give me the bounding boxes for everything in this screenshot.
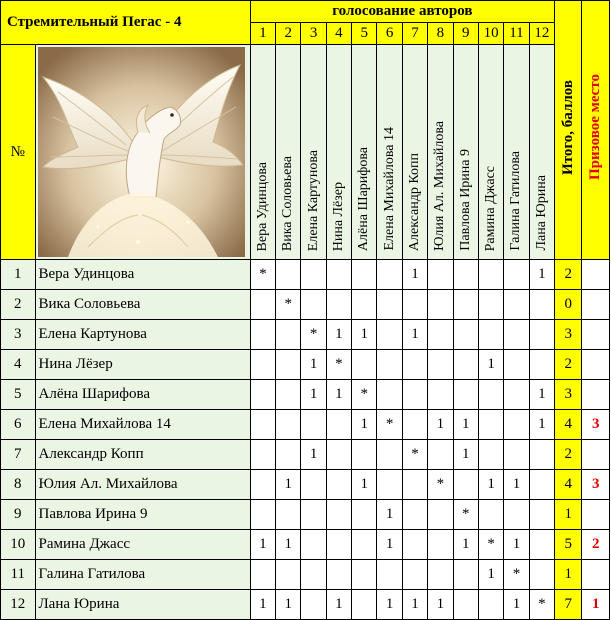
author-column-header	[428, 45, 453, 260]
row-number: 9	[1, 500, 36, 530]
pegasus-illustration	[38, 47, 245, 257]
vote-cell	[453, 590, 478, 620]
author-column-label: Лана Юрина	[533, 175, 549, 251]
vote-cell: 1	[377, 500, 402, 530]
author-names-header-row	[1, 45, 610, 260]
author-column-label: Нина Лёзер	[330, 181, 346, 251]
vote-cell	[352, 350, 377, 380]
vote-cell	[478, 440, 503, 470]
voting-header: голосование авторов	[250, 1, 554, 23]
vote-cell	[504, 500, 529, 530]
vote-cell	[377, 260, 402, 290]
table-row	[1, 320, 610, 350]
vote-cell	[478, 380, 503, 410]
vote-cell	[352, 530, 377, 560]
vote-cell: *	[301, 320, 326, 350]
author-column-header	[453, 45, 478, 260]
vote-cell	[276, 500, 301, 530]
total-score: 2	[555, 350, 582, 380]
row-number: 8	[1, 470, 36, 500]
column-number: 10	[478, 23, 503, 45]
author-column-label: Алёна Шарифова	[356, 146, 372, 251]
vote-cell: 1	[453, 530, 478, 560]
vote-cell	[250, 290, 275, 320]
row-number: 7	[1, 440, 36, 470]
author-name: Галина Гатилова	[35, 560, 250, 590]
total-score: 1	[555, 560, 582, 590]
table-row	[1, 590, 610, 620]
prize-header: Призовое место	[582, 1, 610, 260]
vote-cell	[402, 470, 427, 500]
vote-cell: *	[402, 440, 427, 470]
vote-cell	[453, 320, 478, 350]
vote-cell	[529, 320, 554, 350]
author-column-label: Вика Соловьева	[280, 155, 296, 251]
prize-place: 2	[582, 530, 610, 560]
row-number: 10	[1, 530, 36, 560]
vote-cell	[326, 290, 351, 320]
vote-cell: 1	[453, 410, 478, 440]
vote-cell	[402, 500, 427, 530]
table-row	[1, 440, 610, 470]
row-number: 6	[1, 410, 36, 440]
author-column-label: Павлова Ирина 9	[457, 149, 473, 251]
total-score: 0	[555, 290, 582, 320]
author-name: Рамина Джасс	[35, 530, 250, 560]
author-column-header	[276, 45, 301, 260]
author-name: Вика Соловьева	[35, 290, 250, 320]
prize-place: 1	[582, 590, 610, 620]
vote-cell	[529, 350, 554, 380]
vote-cell	[352, 290, 377, 320]
author-name: Юлия Ал. Михайлова	[35, 470, 250, 500]
vote-cell: 1	[478, 560, 503, 590]
vote-cell	[326, 260, 351, 290]
author-name: Нина Лёзер	[35, 350, 250, 380]
prize-place	[582, 560, 610, 590]
vote-cell: 1	[352, 410, 377, 440]
vote-cell: *	[453, 500, 478, 530]
vote-cell: *	[504, 560, 529, 590]
vote-cell	[402, 290, 427, 320]
table-row	[1, 470, 610, 500]
vote-cell	[352, 590, 377, 620]
vote-cell: 1	[504, 470, 529, 500]
total-score: 4	[555, 470, 582, 500]
vote-cell: *	[352, 380, 377, 410]
vote-cell	[529, 470, 554, 500]
table-row	[1, 530, 610, 560]
vote-cell	[250, 440, 275, 470]
vote-cell	[478, 410, 503, 440]
prize-place: 3	[582, 470, 610, 500]
vote-cell	[352, 560, 377, 590]
vote-cell	[276, 560, 301, 590]
author-column-header	[352, 45, 377, 260]
column-number: 4	[326, 23, 351, 45]
vote-cell	[529, 440, 554, 470]
author-column-label: Вера Удинцова	[254, 161, 270, 251]
author-column-header	[529, 45, 554, 260]
vote-cell: *	[529, 590, 554, 620]
prize-place	[582, 260, 610, 290]
column-number: 1	[250, 23, 275, 45]
author-column-label: Юлия Ал. Михайлова	[432, 121, 448, 251]
row-number: 5	[1, 380, 36, 410]
vote-cell	[377, 290, 402, 320]
vote-cell	[453, 290, 478, 320]
vote-cell	[428, 380, 453, 410]
vote-cell: 1	[529, 260, 554, 290]
author-column-header	[377, 45, 402, 260]
vote-cell: 1	[529, 380, 554, 410]
vote-cell: *	[377, 410, 402, 440]
vote-cell	[326, 500, 351, 530]
vote-cell: 1	[326, 320, 351, 350]
vote-cell: 1	[276, 590, 301, 620]
column-number: 8	[428, 23, 453, 45]
total-score: 7	[555, 590, 582, 620]
author-name: Алёна Шарифова	[35, 380, 250, 410]
vote-cell	[301, 590, 326, 620]
author-column-header	[301, 45, 326, 260]
vote-cell	[428, 260, 453, 290]
vote-cell: 1	[352, 320, 377, 350]
vote-cell	[428, 320, 453, 350]
vote-cell	[402, 380, 427, 410]
vote-cell	[478, 290, 503, 320]
row-number: 3	[1, 320, 36, 350]
vote-cell: *	[326, 350, 351, 380]
vote-cell	[402, 410, 427, 440]
vote-cell: *	[276, 290, 301, 320]
vote-cell	[377, 350, 402, 380]
column-number: 11	[504, 23, 529, 45]
vote-cell: 1	[250, 530, 275, 560]
vote-cell	[377, 320, 402, 350]
total-header: Итого, баллов	[555, 1, 582, 260]
vote-cell: 1	[428, 590, 453, 620]
vote-cell	[428, 530, 453, 560]
vote-cell	[276, 320, 301, 350]
vote-cell: 1	[250, 590, 275, 620]
vote-cell	[301, 470, 326, 500]
author-column-header	[478, 45, 503, 260]
prize-place	[582, 290, 610, 320]
row-number: 11	[1, 560, 36, 590]
vote-cell	[402, 350, 427, 380]
vote-cell	[402, 530, 427, 560]
vote-cell	[276, 260, 301, 290]
vote-cell	[352, 500, 377, 530]
vote-cell	[250, 410, 275, 440]
total-score: 3	[555, 320, 582, 350]
vote-cell	[478, 500, 503, 530]
vote-cell	[250, 320, 275, 350]
author-column-label: Рамина Джасс	[483, 165, 499, 251]
vote-cell: 1	[301, 440, 326, 470]
vote-cell: 1	[529, 410, 554, 440]
vote-cell	[504, 410, 529, 440]
total-score: 5	[555, 530, 582, 560]
author-column-label: Елена Михайлова 14	[381, 127, 397, 251]
vote-cell	[453, 470, 478, 500]
author-name: Лана Юрина	[35, 590, 250, 620]
vote-cell	[326, 560, 351, 590]
vote-cell	[377, 380, 402, 410]
total-score: 2	[555, 440, 582, 470]
vote-cell: 1	[402, 320, 427, 350]
vote-cell	[504, 260, 529, 290]
vote-cell: 1	[326, 380, 351, 410]
vote-cell	[453, 380, 478, 410]
author-name: Павлова Ирина 9	[35, 500, 250, 530]
vote-cell	[301, 410, 326, 440]
vote-cell	[428, 290, 453, 320]
row-number: 1	[1, 260, 36, 290]
column-number: 7	[402, 23, 427, 45]
vote-cell	[428, 350, 453, 380]
vote-cell	[250, 560, 275, 590]
table-row	[1, 500, 610, 530]
vote-cell: 1	[276, 470, 301, 500]
total-score: 3	[555, 380, 582, 410]
total-score: 1	[555, 500, 582, 530]
vote-cell	[428, 500, 453, 530]
vote-cell	[326, 470, 351, 500]
vote-cell	[250, 350, 275, 380]
author-column-label: Елена Картунова	[305, 149, 321, 251]
vote-cell	[529, 290, 554, 320]
vote-cell: 1	[402, 590, 427, 620]
prize-place	[582, 320, 610, 350]
row-number: 2	[1, 290, 36, 320]
vote-cell	[326, 530, 351, 560]
vote-cell: 1	[301, 380, 326, 410]
vote-cell	[453, 350, 478, 380]
table-row	[1, 290, 610, 320]
vote-cell	[301, 560, 326, 590]
vote-cell	[250, 500, 275, 530]
vote-cell	[276, 440, 301, 470]
vote-cell: 1	[377, 530, 402, 560]
prize-place	[582, 500, 610, 530]
table-row	[1, 380, 610, 410]
vote-cell	[428, 560, 453, 590]
vote-cell	[453, 560, 478, 590]
vote-cell: 1	[428, 410, 453, 440]
author-name: Вера Удинцова	[35, 260, 250, 290]
vote-cell	[402, 560, 427, 590]
vote-cell	[504, 320, 529, 350]
pegasus-image	[35, 45, 250, 260]
vote-cell: 1	[402, 260, 427, 290]
number-header: №	[1, 45, 36, 260]
author-name: Елена Михайлова 14	[35, 410, 250, 440]
vote-cell: 1	[504, 590, 529, 620]
vote-cell: 1	[478, 350, 503, 380]
vote-cell: 1	[326, 590, 351, 620]
vote-cell	[504, 290, 529, 320]
author-column-header	[250, 45, 275, 260]
prize-place	[582, 350, 610, 380]
vote-cell: 1	[352, 470, 377, 500]
column-number: 5	[352, 23, 377, 45]
vote-cell	[301, 500, 326, 530]
column-number: 6	[377, 23, 402, 45]
author-name: Елена Картунова	[35, 320, 250, 350]
vote-cell: 1	[276, 530, 301, 560]
vote-cell	[276, 350, 301, 380]
vote-cell	[478, 590, 503, 620]
vote-cell: 1	[504, 530, 529, 560]
row-number: 4	[1, 350, 36, 380]
vote-cell	[504, 380, 529, 410]
table-row	[1, 560, 610, 590]
total-score: 4	[555, 410, 582, 440]
vote-cell: *	[478, 530, 503, 560]
vote-cell: *	[250, 260, 275, 290]
row-number: 12	[1, 590, 36, 620]
vote-cell	[529, 500, 554, 530]
vote-cell	[250, 380, 275, 410]
vote-cell: *	[428, 470, 453, 500]
vote-cell	[377, 560, 402, 590]
table-row	[1, 260, 610, 290]
vote-cell	[504, 440, 529, 470]
vote-cell	[453, 260, 478, 290]
column-number: 12	[529, 23, 554, 45]
vote-cell: 1	[377, 590, 402, 620]
vote-cell	[352, 260, 377, 290]
column-number: 2	[276, 23, 301, 45]
author-column-header	[326, 45, 351, 260]
vote-cell	[529, 560, 554, 590]
table-row	[1, 410, 610, 440]
vote-cell	[478, 260, 503, 290]
vote-cell: 1	[453, 440, 478, 470]
column-number: 9	[453, 23, 478, 45]
author-column-label: Александр Копп	[407, 152, 422, 251]
vote-cell	[326, 410, 351, 440]
author-column-header	[504, 45, 529, 260]
prize-place: 3	[582, 410, 610, 440]
vote-cell	[377, 440, 402, 470]
vote-cell	[529, 530, 554, 560]
vote-cell: 1	[478, 470, 503, 500]
vote-cell	[428, 440, 453, 470]
author-column-label: Галина Гатилова	[508, 151, 524, 251]
vote-cell	[352, 440, 377, 470]
vote-cell	[276, 410, 301, 440]
vote-cell	[326, 440, 351, 470]
vote-cell	[504, 350, 529, 380]
vote-cell	[301, 530, 326, 560]
vote-cell	[377, 470, 402, 500]
author-column-header	[402, 45, 427, 260]
total-score: 2	[555, 260, 582, 290]
table-row	[1, 350, 610, 380]
vote-cell	[276, 380, 301, 410]
column-number: 3	[301, 23, 326, 45]
vote-cell	[250, 470, 275, 500]
vote-cell: 1	[301, 350, 326, 380]
vote-cell	[301, 290, 326, 320]
contest-title: Стремительный Пегас - 4	[1, 1, 251, 45]
prize-place	[582, 380, 610, 410]
vote-cell	[301, 260, 326, 290]
author-name: Александр Копп	[35, 440, 250, 470]
vote-cell	[478, 320, 503, 350]
prize-place	[582, 440, 610, 470]
